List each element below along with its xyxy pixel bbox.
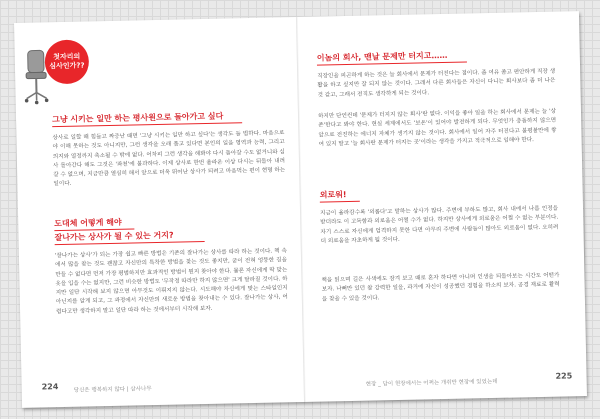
section-heading: 외로워!	[319, 190, 347, 200]
chapter-badge	[44, 39, 89, 84]
body-paragraph: 책을 읽으며 길은 사색에도 잠겨 보고 때로 혼자 하다면 아니며 인생을 되돌아보는 시간도 어떤가 보자. 나뻐만 있던 참 강력한 일을, 과거에 자신이 성공했던 경험을 하소의 보자. 공경 재료로 활력을 찾을 수 있을 것이다.	[321, 272, 560, 303]
heading-underline	[320, 201, 360, 203]
section-heading: 이놈의 회사, 맨날 문제만 터지고……	[316, 50, 448, 63]
body-paragraph: 직장인을 피곤하게 하는 것은 늘 회사에서 문제가 터진다는 점이다. 좀 여유 좀고 편안하게 직장 생활을 하고 싶지만 잘 되지 않는 것이다. 그래서 다른 회사들은 자신이 다니는 회사보다 좀 더 나은 것 같고, 그래서 전직도 생각하게 되는 것이다.	[317, 68, 556, 99]
left-page	[14, 17, 305, 408]
badge-text: 첫자리의 심사인가??	[49, 52, 85, 71]
body-paragraph: '잘나가는 상사'가 되는 가장 쉽고 빠른 방법은 기존의 잘나가는 상사를 따라 하는 것이다. 책 속에서 많을 찾는 것도 괜찮고 자신만의 특착한 방법을 찾는 것도 좋지만, 굳이 전혀 엉뚱한 길을 만들 수 없다면 먼저 가장 평범하지만 효과적인 방법이 뭔지 찾아야 한다. 물론 자신에게 딱 맞는 옷을 입을 수는 없지만, 그런 비슷한 방법도 '무작정 따라만 하지 않으면' 크게 달라질 것이다. 하지만 일단 시작해 보지 않으면 아무것도 이뤄지지 않는다. 시도해야 자신에게 맞는 스타일인지 아닌지를 알게 되고, 그 과정에서 자신만의 새로운 방법을 찾아내는 수 있다. 잘나가는 상사, 어렵다고만 생각하지 말고 일단 따라 하는 것에서부터 시작해 보자.	[54, 248, 288, 315]
body-paragraph: 상사로 일할 때 힘들고 짜증난 때면 '그냥 시키는 일만 하고 싶다'는 생각도 들 법하다. 마음으로야 이해 못하는 것도 아니지만, 그런 생각을 오래 품고 있다면 본인의 일을 영역과 능력, 그리고 의지와 열정까지 축소될 수 밖에 없다. 어차피 그런 생각을 해봐야 다시 돌아갈 수도 없거니와 심사 돌아간다 해도 그것은 '좌천'에 불과하다. 이제 상사로 한번 올라온 이상 다시는 뒤돌아 내려갈 수 없으며, 지금만큼 열심히 해서 앞으로 더욱 뛰어난 상사가 되려고 마음먹는 편이 현명 하는 일이다.	[52, 130, 286, 188]
body-paragraph: 지금이 올라감수록 '외롭다'고 말하는 상사가 많다. 주변에 부하도 많고, 회사 내에서 나름 인정을 받더라도 이 고독함과 외로움은 어쩔 수가 없다. 하지만 상사에게 외로움은 어쩔 수 없는 부분이다. 자기 스스로 자신에게 엄격하지 못한 다면 아무리 주변에 사람들이 많아도 외로움이 없다. 오히려 더 외로움을 자초하게 될 것이다.	[320, 205, 559, 245]
page-number: 224	[41, 382, 59, 392]
page-number: 225	[555, 371, 573, 381]
right-page	[298, 11, 587, 402]
page-footer: 현장 _ 답이 현장에서는 어쩌는 개쥐만 현장에 있었는데	[365, 378, 498, 388]
book-spread	[14, 11, 587, 408]
body-paragraph: 하지만 단언컨데 '문제가 터지지 않는 회사'란 없다. 이익을 좋아 일을 하는 회사에서 문제는 늘 '상존'한다고 봐야 한다. 현실 세계에서도 '보온'이 있어야 발전하게 되다. 무엇인가 충돌하지 않으면 앞으로 전진하는 에너지 자체가 생기지 않는 것이다. 회사에서 일어 자주 터진다고 불평불만에 쌓여 있지 말고 '늘 회사란 문제가 터지는 곳'이라는 생각을 가지고 적극적으로 임해야 한다.	[317, 108, 557, 148]
section-heading: 도대체 어떻게 해야	[54, 217, 122, 229]
section-heading: 잘나가는 상사가 될 수 있는 거지?	[54, 230, 174, 243]
page-footer: 당신은 행복하지 않다 | 삼사나무	[73, 386, 152, 394]
section-heading: 그냥 시키는 일만 하는 평사원으로 돌아가고 싶다	[51, 111, 224, 125]
